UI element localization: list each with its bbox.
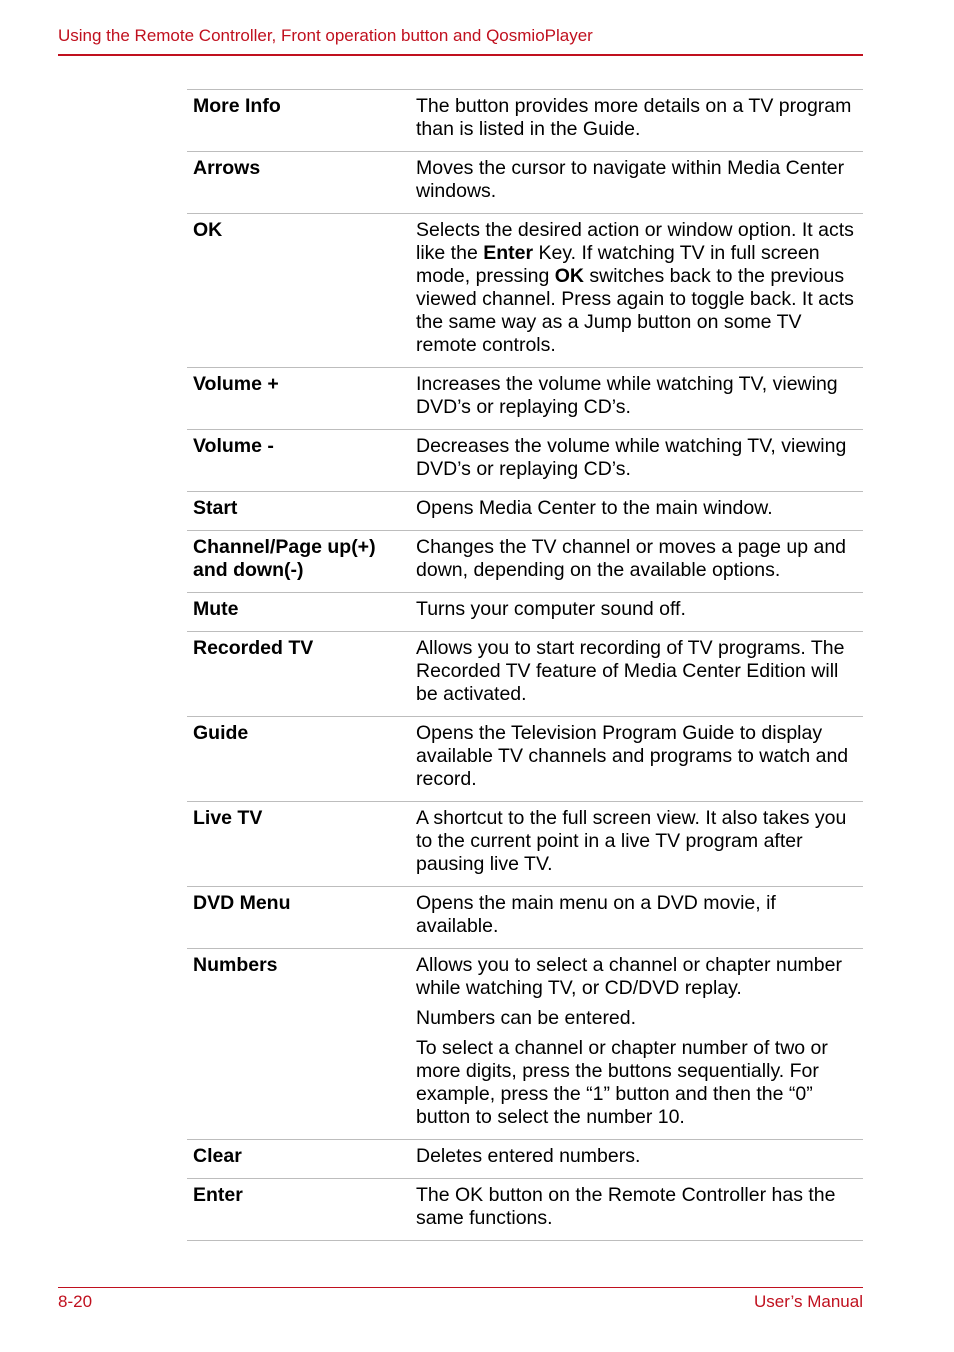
table-row xyxy=(187,887,863,949)
description-text: A shortcut to the full screen view. It also takes you to the current point in a live TV program after pausing live TV. xyxy=(416,807,847,875)
button-name-cell: Live TV xyxy=(193,807,263,829)
button-description-cell xyxy=(410,368,863,430)
table-row xyxy=(187,632,863,717)
table-row xyxy=(187,802,863,887)
table-row xyxy=(187,90,863,152)
description-paragraph xyxy=(416,807,857,876)
button-name-cell: Recorded TV xyxy=(193,637,314,659)
description-paragraph xyxy=(416,219,857,357)
table-row xyxy=(187,593,863,632)
button-name-cell: Guide xyxy=(193,722,249,744)
description-paragraph xyxy=(416,598,857,621)
description-text: The OK button on the Remote Controller has the same functions. xyxy=(416,1184,836,1229)
description-emphasis: Enter xyxy=(483,242,534,264)
footer-divider xyxy=(58,1287,863,1288)
button-description-cell xyxy=(410,632,863,717)
manual-name: User’s Manual xyxy=(754,1292,863,1311)
button-description-cell xyxy=(410,214,863,368)
button-name-cell: OK xyxy=(193,219,223,241)
description-text: Numbers can be entered. xyxy=(416,1007,637,1029)
description-paragraph xyxy=(416,892,857,938)
table-row xyxy=(187,949,863,1140)
description-text: Turns your computer sound off. xyxy=(416,598,686,620)
description-paragraph xyxy=(416,954,857,1000)
description-text: To select a channel or chapter number of two or more digits, press the buttons sequentially. For example, press the “1” button and then the “0” button to select the number 10. xyxy=(416,1037,828,1128)
description-text: Key. If watching TV in full screen mode, pressing xyxy=(416,242,820,287)
description-text: The button provides more details on a TV program than is listed in the Guide. xyxy=(416,95,852,140)
description-text: Increases the volume while watching TV, viewing DVD’s or replaying CD’s. xyxy=(416,373,838,418)
button-description-cell xyxy=(410,949,863,1140)
button-name-cell: Enter xyxy=(193,1184,243,1206)
table-row xyxy=(187,368,863,430)
button-description-cell xyxy=(410,717,863,802)
description-text: Changes the TV channel or moves a page up and down, depending on the available options. xyxy=(416,536,847,581)
button-name-cell: Numbers xyxy=(193,954,278,976)
button-name-cell: Clear xyxy=(193,1145,242,1167)
description-text: Selects the desired action or window option. It acts like the xyxy=(416,219,854,264)
table-row xyxy=(187,531,863,593)
description-paragraph xyxy=(416,95,857,141)
description-paragraph xyxy=(416,435,857,481)
description-paragraph xyxy=(416,536,857,582)
description-paragraph xyxy=(416,1037,857,1129)
description-paragraph xyxy=(416,497,857,520)
description-paragraph xyxy=(416,637,857,706)
button-description-cell xyxy=(410,1179,863,1241)
description-paragraph xyxy=(416,722,857,791)
button-name-cell: Volume + xyxy=(193,373,279,395)
button-name-cell: Start xyxy=(193,497,238,519)
button-description-cell xyxy=(410,531,863,593)
description-paragraph xyxy=(416,373,857,419)
description-text: Decreases the volume while watching TV, viewing DVD’s or replaying CD’s. xyxy=(416,435,847,480)
description-paragraph xyxy=(416,157,857,203)
button-description-cell xyxy=(410,492,863,531)
button-description-cell xyxy=(410,430,863,492)
description-text: Allows you to start recording of TV programs. The Recorded TV feature of Media Center Edition will be activated. xyxy=(416,637,845,705)
description-text: switches back to the previous viewed channel. Press again to toggle back. It acts the same way as a Jump button on some TV remote controls. xyxy=(416,265,854,356)
description-emphasis: OK xyxy=(554,265,584,287)
page-header-title: Using the Remote Controller, Front operation button and QosmioPlayer xyxy=(58,26,593,45)
button-name-cell: DVD Menu xyxy=(193,892,291,914)
page-number: 8-20 xyxy=(58,1292,93,1311)
button-function-table xyxy=(187,89,863,1241)
button-name-cell: Channel/Page up(+) and down(-) xyxy=(193,536,376,581)
description-text: Allows you to select a channel or chapter number while watching TV, or CD/DVD replay. xyxy=(416,954,842,999)
button-description-cell xyxy=(410,90,863,152)
button-name-cell: Volume - xyxy=(193,435,274,457)
description-paragraph xyxy=(416,1184,857,1230)
description-paragraph xyxy=(416,1145,857,1168)
table-row xyxy=(187,717,863,802)
button-description-cell xyxy=(410,152,863,214)
table-row xyxy=(187,1140,863,1179)
description-text: Moves the cursor to navigate within Media Center windows. xyxy=(416,157,845,202)
table-row xyxy=(187,492,863,531)
button-name-cell: More Info xyxy=(193,95,281,117)
button-name-cell: Arrows xyxy=(193,157,261,179)
button-description-cell xyxy=(410,802,863,887)
description-text: Opens Media Center to the main window. xyxy=(416,497,773,519)
description-text: Opens the Television Program Guide to display available TV channels and programs to watch and record. xyxy=(416,722,849,790)
button-description-cell xyxy=(410,887,863,949)
description-paragraph xyxy=(416,1007,857,1030)
table-body xyxy=(187,90,863,1241)
description-text: Opens the main menu on a DVD movie, if available. xyxy=(416,892,776,937)
table-row xyxy=(187,1179,863,1241)
table-row xyxy=(187,214,863,368)
table-row xyxy=(187,430,863,492)
button-description-cell xyxy=(410,593,863,632)
button-name-cell: Mute xyxy=(193,598,239,620)
description-text: Deletes entered numbers. xyxy=(416,1145,641,1167)
table-row xyxy=(187,152,863,214)
button-description-cell xyxy=(410,1140,863,1179)
header-divider xyxy=(58,54,863,56)
